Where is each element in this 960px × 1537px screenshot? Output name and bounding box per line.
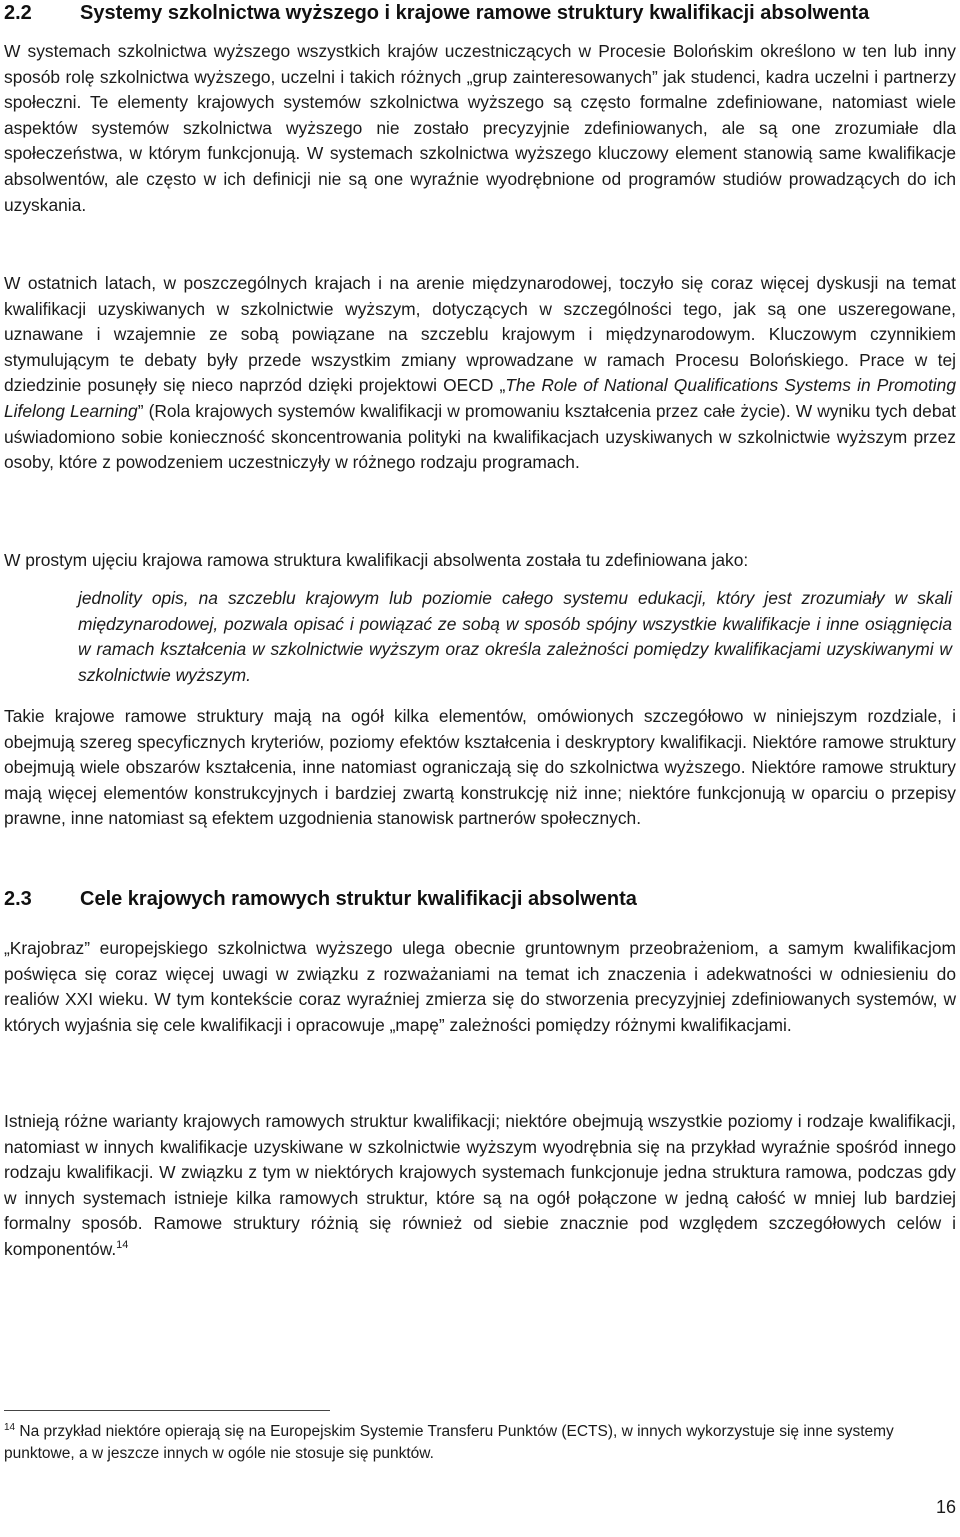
footnote-text: Na przykład niektóre opierają się na Europejskim Systemie Transferu Punktów (ECTS), w innych wykorzystuje się inne systemy punktowe, a w jeszcze innych w ogóle nie stosuje się punktów. (4, 1423, 894, 1462)
footnote-reference[interactable]: 14 (116, 1239, 129, 1252)
section-heading-2-3 (4, 886, 637, 912)
paragraph-6-text: Istnieją różne warianty krajowych ramowych struktur kwalifikacji; niektóre obejmują wszystkie poziomy i rodzaje kwalifikacji, natomiast w innych kwalifikacje uzyskiwane w szkolnictwie wyższym wyodrębnia się na przykład wyraźnie spośród innego rodzaju kwalifikacji. W związku z tym w niektórych krajowych systemach funkcjonuje jedna struktura ramowa, podczas gdy w innych systemach istnieje kilka ramowych struktur, które są na ogół połączone w jedną całość w mniej lub bardziej formalny sposób. Ramowe struktury różnią się również od siebie znacznie pod względem szczegółowych celów i komponentów. (4, 1111, 956, 1259)
section-number: 2.3 (4, 888, 32, 910)
page-number: 16 (935, 1497, 956, 1517)
oecd-project-title: The Role of National Qualifications Systems in Promoting Lifelong Learning (4, 375, 956, 421)
section-title: Systemy szkolnictwa wyższego i krajowe ramowe struktury kwalifikacji absolwenta (80, 2, 870, 24)
footnote-divider (4, 1410, 330, 1411)
section-number: 2.2 (4, 2, 32, 24)
paragraph-1: W systemach szkolnictwa wyższego wszystkich krajów uczestniczących w Procesie Bolońskim określono w ten lub inny sposób rolę szkolnictwa wyższego, uczelni i takich różnych „grup zainteresowanych” jak studenci, kadra uczelni i partnerzy społeczni. Te elementy krajowych systemów szkolnictwa wyższego są często formalne zdefiniowane, natomiast wiele aspektów systemów szkolnictwa wyższego nie zostało precyzyjnie zdefiniowanych, ale są one zrozumiałe dla społeczeństwa, w którym funkcjonują. W systemach szkolnictwa wyższego kluczowy element stanowią same kwalifikacje absolwentów, ale często w ich definicji nie są one wyraźnie wyodrębnione od programów studiów prowadzących do ich uzyskania. (4, 41, 956, 215)
footnote-marker: 14 (4, 1421, 16, 1433)
paragraph-4: Takie krajowe ramowe struktury mają na ogół kilka elementów, omówionych szczegółowo w niniejszym rozdziale, i obejmują szereg specyficznych kryteriów, poziomy efektów kształcenia i deskryptory kwalifikacji. Niektóre ramowe struktury obejmują wiele obszarów kształcenia, inne natomiast ograniczają się do szkolnictwa wyższego. Niektóre ramowe struktury mają więcej elementów konstrukcyjnych i bardziej zwartą konstrukcję niż inne; niektóre funkcjonują w oparciu o przepisy prawne, inne natomiast są efektem uzgodnienia stanowisk partnerów społecznych. (4, 706, 956, 829)
section-title: Cele krajowych ramowych struktur kwalifikacji absolwenta (80, 888, 637, 910)
paragraph-5: „Krajobraz” europejskiego szkolnictwa wyższego ulega obecnie gruntownym przeobrażeniom, a samym kwalifikacjom poświęca się coraz więcej uwagi w związku z rozważaniami na temat ich znaczenia i adekwatności w odniesieniu do realiów XXI wieku. W tym kontekście coraz wyraźniej zmierza się do stworzenia precyzyjniej zdefiniowanych systemów, w których wyjaśnia się cele kwalifikacji i opracowuje „mapę” zależności pomiędzy różnymi kwalifikacjami. (4, 938, 956, 1035)
paragraph-2-text-a: W ostatnich latach, w poszczególnych krajach i na arenie międzynarodowej, toczyło się coraz więcej dyskusji na temat kwalifikacji uzyskiwanych w szkolnictwie wyższym, dotyczących w szczególności tego, jak są one uszeregowane, uznawane i wzajemnie ze sobą powiązane na szczeblu krajowym i międzynarodowym. Kluczowym czynnikiem stymulującym te debaty były przede wszystkim zmiany wprowadzane w ramach Procesu Bolońskiego. Prace w tej dziedzinie posunęły się nieco naprzód dzięki projektowi OECD „ (4, 273, 956, 396)
section-heading-2-2 (4, 0, 869, 26)
paragraph-2 (4, 271, 956, 476)
paragraph-2-text-b: ” (Rola krajowych systemów kwalifikacji w promowaniu kształcenia przez całe życie). W wyniku tych debat uświadomiono sobie konieczność skoncentrowania polityki na kwalifikacjach uzyskiwanych w szkolnictwie wyższym przez osoby, które z powodzeniem uczestniczyły w różnego rodzaju programach. (4, 400, 957, 473)
footnote (4, 1421, 952, 1465)
paragraph-3: W prostym ujęciu krajowa ramowa struktura kwalifikacji absolwenta została tu zdefiniowana jako: (4, 550, 749, 570)
paragraph-6 (4, 1109, 956, 1263)
definition-quote: jednolity opis, na szczeblu krajowym lub poziomie całego systemu edukacji, który jest zrozumiały w skali międzynarodowej, pozwala opisać i powiązać ze sobą w sposób spójny wszystkie kwalifikacje i inne osiągnięcia w ramach kształcenia w szkolnictwie wyższym oraz określa zależności pomiędzy kwalifikacjami uzyskiwanymi w szkolnictwie wyższym. (78, 588, 952, 685)
